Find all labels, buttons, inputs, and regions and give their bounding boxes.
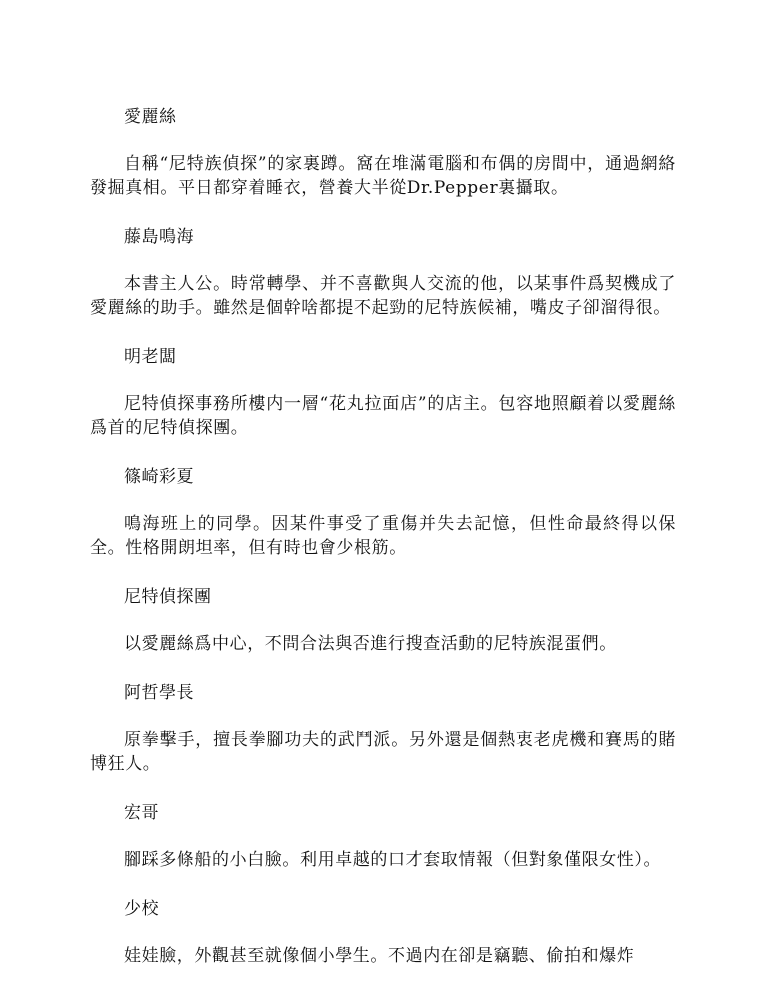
character-entry-ayaka [90, 464, 676, 560]
character-name: 藤島鳴海 [124, 227, 194, 247]
character-name: 阿哲學長 [124, 683, 194, 703]
character-name: 少校 [124, 899, 159, 919]
character-name: 篠崎彩夏 [124, 467, 194, 487]
character-description: 尼特偵探事務所樓内一層“花丸拉面店”的店主。包容地照顧着以愛麗絲爲首的尼特偵探團。 [90, 394, 676, 438]
character-name: 愛麗絲 [124, 107, 177, 127]
character-description: 本書主人公。時常轉學、并不喜歡與人交流的他，以某事件爲契機成了愛麗絲的助手。雖然是個幹啥都提不起勁的尼特族候補，嘴皮子卻溜得很。 [90, 274, 676, 318]
character-entry-alice [90, 104, 676, 200]
character-name: 明老闆 [124, 347, 177, 367]
character-description: 娃娃臉，外觀甚至就像個小學生。不過内在卻是竊聽、偷拍和爆炸 [124, 946, 635, 966]
character-name: 尼特偵探團 [124, 587, 212, 607]
character-description: 自稱“尼特族偵探”的家裏蹲。窩在堆滿電腦和布偶的房間中，通過網絡發掘真相。平日都穿着睡衣，營養大半從Dr.Pepper裏攝取。 [90, 154, 676, 198]
character-entry-tetsu [90, 680, 676, 776]
character-list [90, 104, 676, 992]
character-entry-min [90, 344, 676, 440]
character-entry-neet-team [90, 584, 676, 656]
character-entry-major [90, 896, 676, 968]
character-entry-hiro [90, 800, 676, 872]
character-entry-narumi [90, 224, 676, 320]
character-description: 以愛麗絲爲中心，不問合法與否進行搜查活動的尼特族混蛋們。 [124, 634, 617, 654]
character-description: 鳴海班上的同學。因某件事受了重傷并失去記憶，但性命最終得以保全。性格開朗坦率，但有時也會少根筋。 [90, 514, 676, 558]
character-description: 原拳擊手，擅長拳腳功夫的武鬥派。另外還是個熱衷老虎機和賽馬的賭博狂人。 [90, 730, 676, 774]
character-name: 宏哥 [124, 803, 159, 823]
character-description: 腳踩多條船的小白臉。利用卓越的口才套取情報（但對象僅限女性）。 [124, 850, 662, 870]
